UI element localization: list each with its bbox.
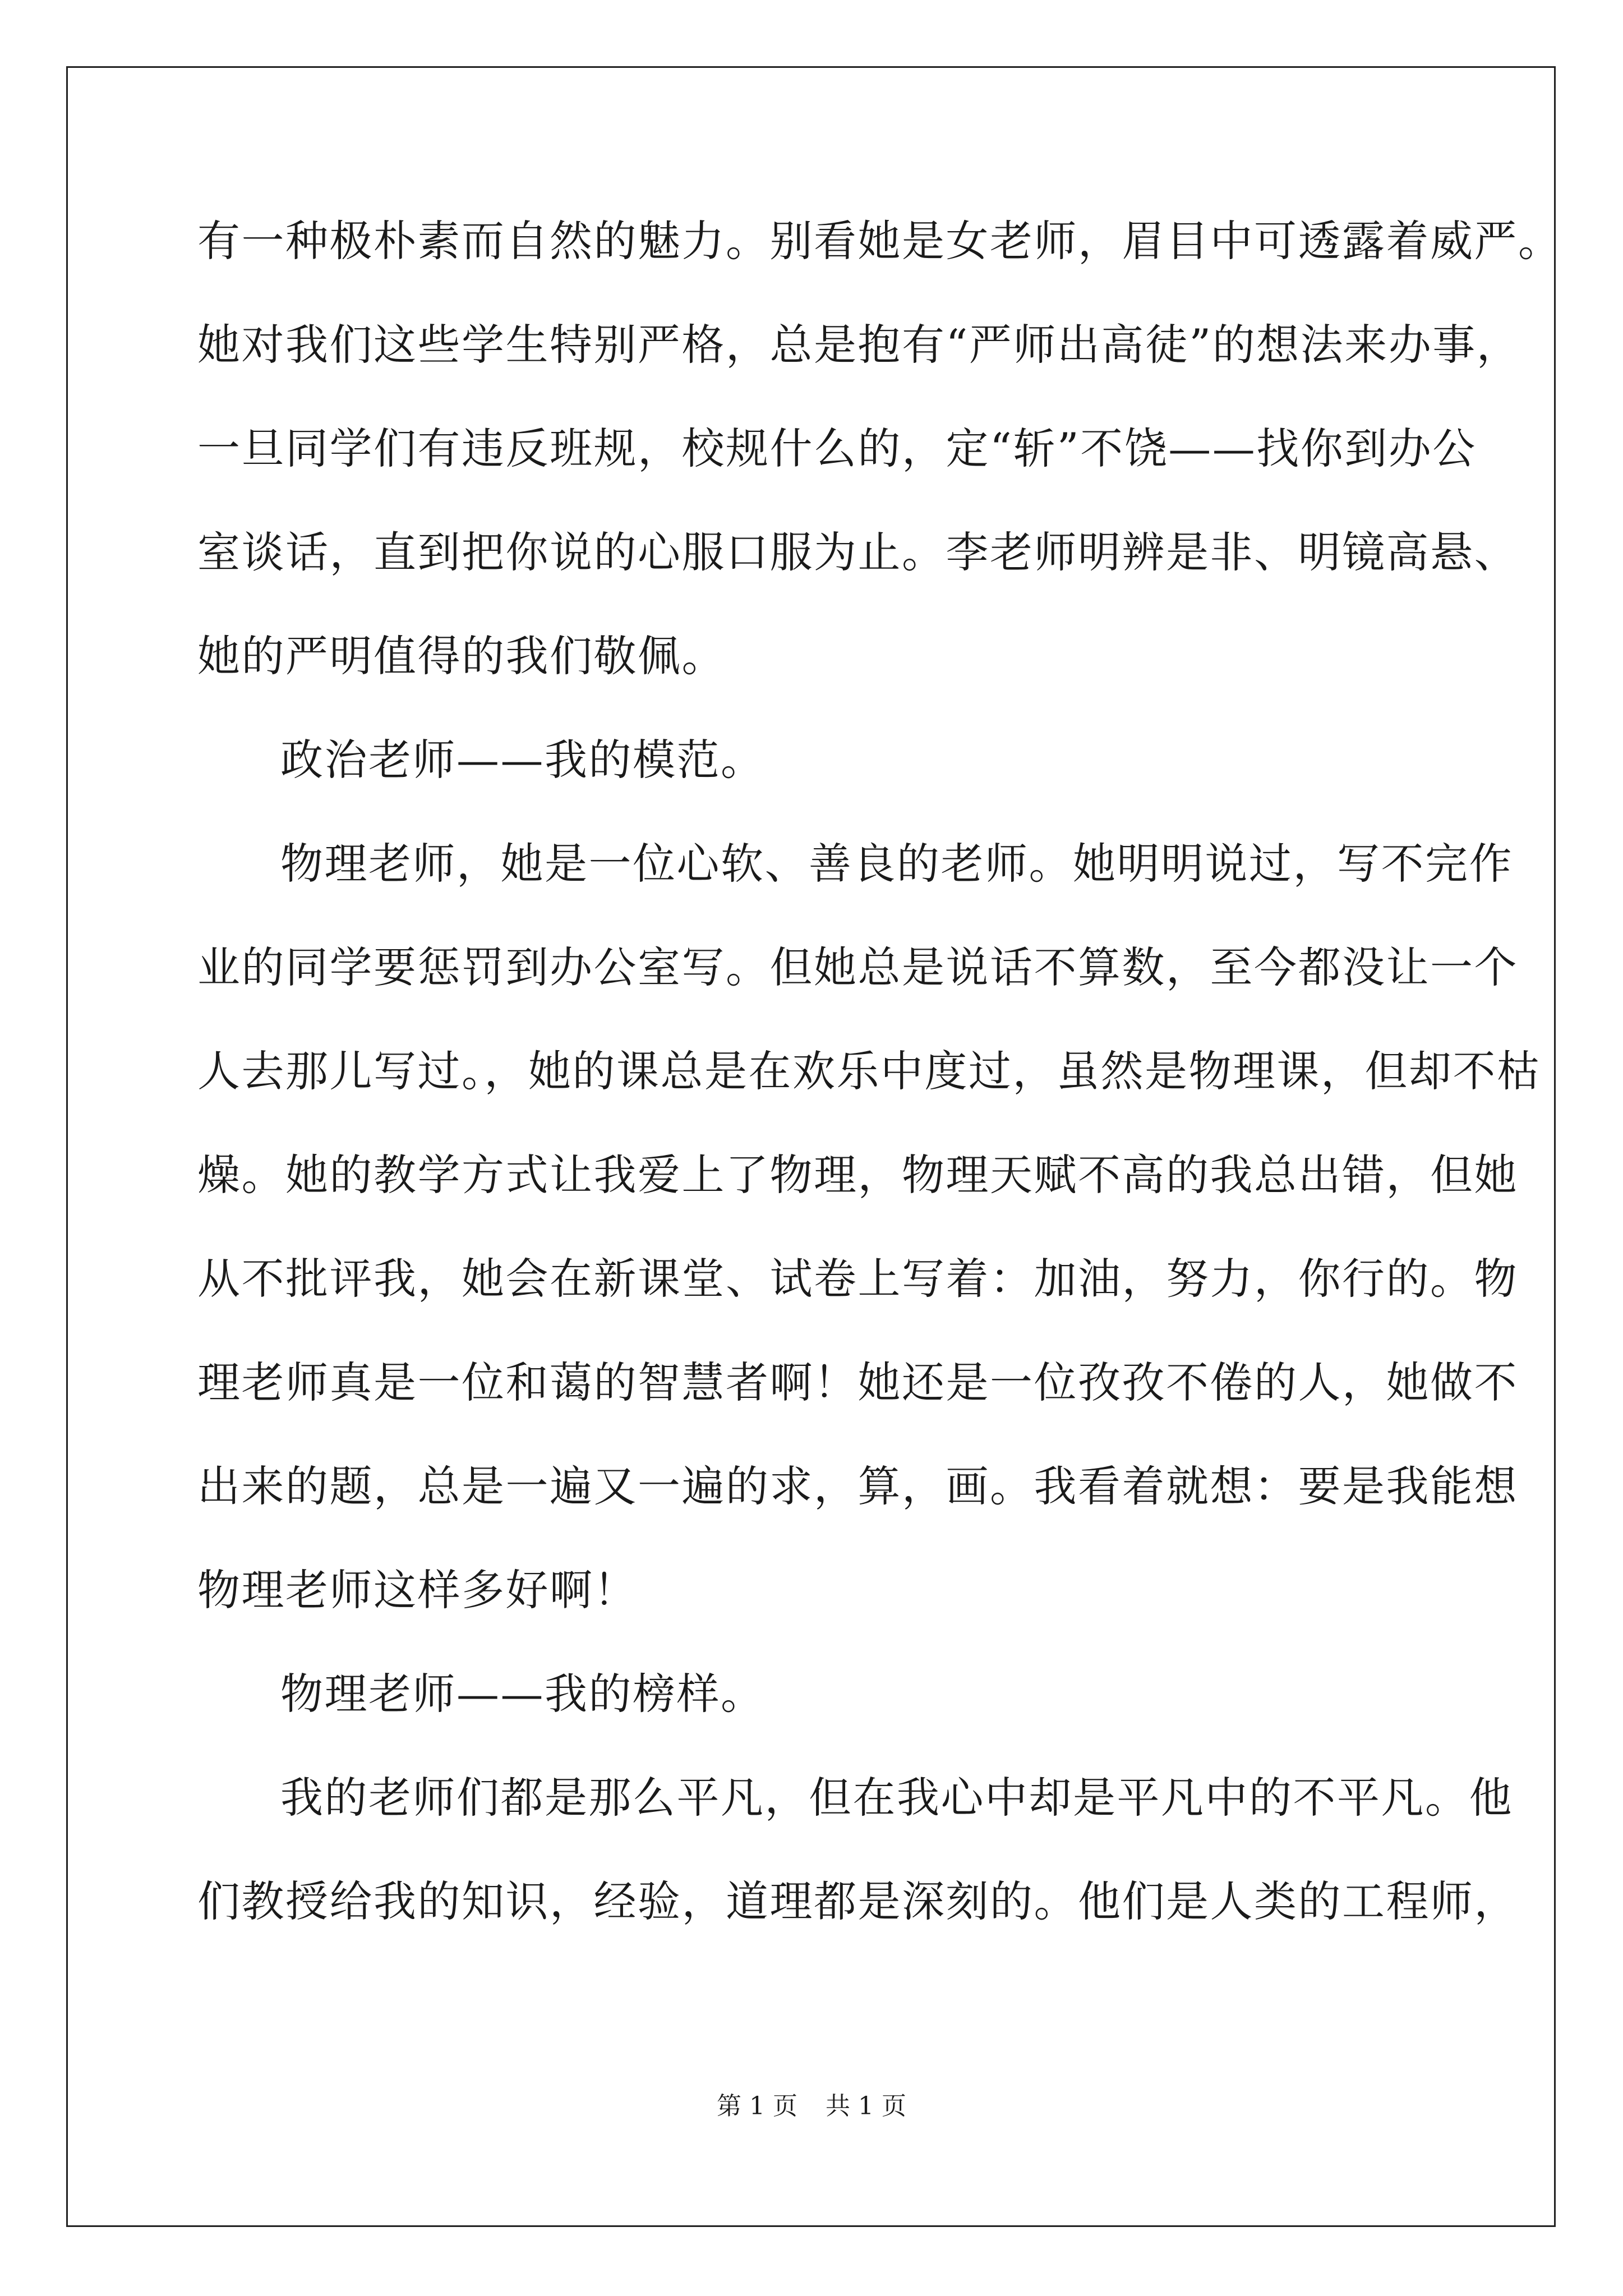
- text-line: 理老师真是一位和蔼的智慧者啊！她还是一位孜孜不倦的人，她做不: [197, 1358, 1518, 1407]
- page-number: 第 1 页: [717, 2092, 797, 2120]
- text-line: 物理老师，她是一位心软、善良的老师。她明明说过，写不完作: [280, 839, 1513, 889]
- text-line: 她对我们这些学生特别严格，总是抱有“严师出高徒”的想法来办事，: [197, 320, 1521, 370]
- text-line: 她的严明值得的我们敬佩。: [197, 631, 726, 681]
- text-line: 室谈话，直到把你说的心服口服为止。李老师明辨是非、明镜高悬、: [197, 527, 1518, 577]
- text-line: 们教授给我的知识，经验，道理都是深刻的。他们是人类的工程师，: [197, 1876, 1518, 1926]
- text-line: 业的同学要惩罚到办公室写。但她总是说话不算数，至今都没让一个: [197, 942, 1518, 992]
- section-heading: 政治老师——我的模范。: [280, 735, 765, 785]
- section-heading: 物理老师——我的榜样。: [280, 1669, 765, 1719]
- text-line: 有一种极朴素而自然的魅力。别看她是女老师，眉目中可透露着威严。: [197, 216, 1562, 266]
- text-line: 出来的题，总是一遍又一遍的求，算，画。我看着就想：要是我能想: [197, 1461, 1518, 1511]
- text-line: 物理老师这样多好啊！: [197, 1565, 638, 1615]
- text-line: 一旦同学们有违反班规，校规什么的，定“斩”不饶——找你到办公: [197, 424, 1477, 473]
- text-line: 人去那儿写过。，她的课总是在欢乐中度过，虽然是物理课，但却不枯: [197, 1046, 1541, 1096]
- text-line: 从不批评我，她会在新课堂、试卷上写着：加油，努力，你行的。物: [197, 1254, 1518, 1304]
- text-line: 我的老师们都是那么平凡，但在我心中却是平凡中的不平凡。他: [280, 1773, 1513, 1823]
- page-footer: [0, 2090, 1623, 2123]
- text-line: 燥。她的教学方式让我爱上了物理，物理天赋不高的我总出错，但她: [197, 1150, 1518, 1200]
- page-total: 共 1 页: [826, 2092, 906, 2120]
